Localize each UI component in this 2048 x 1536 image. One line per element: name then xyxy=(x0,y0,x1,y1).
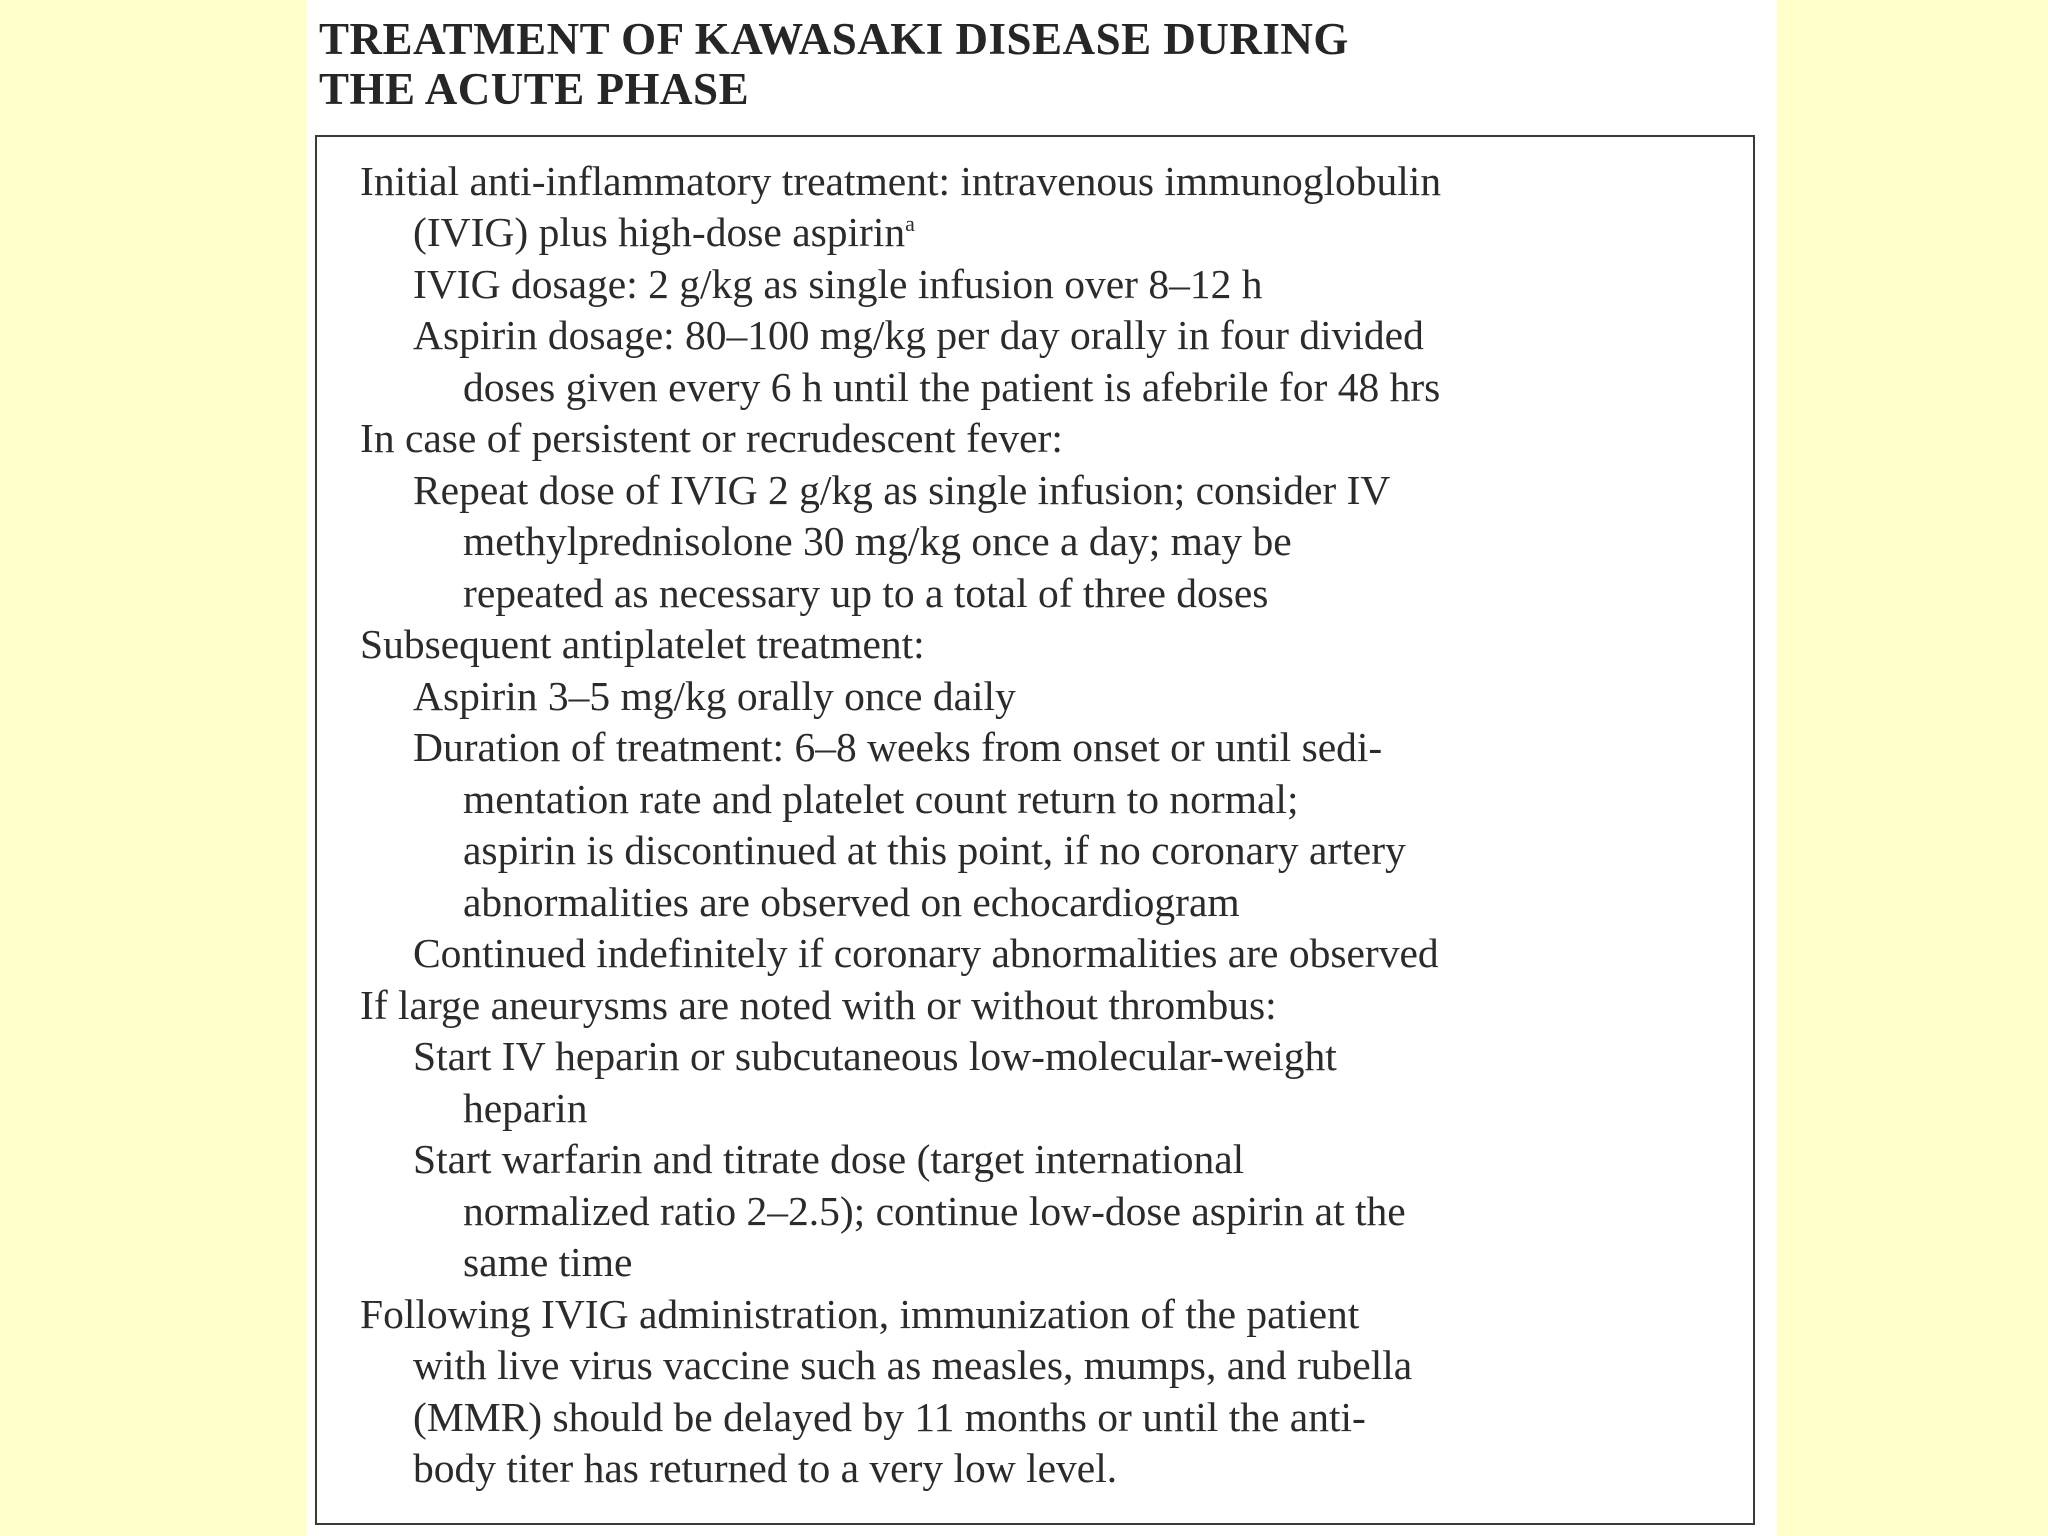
document-page xyxy=(307,0,1777,1536)
treatment-line: methylprednisolone 30 mg/kg once a day; may be xyxy=(463,518,1292,564)
treatment-line: (MMR) should be delayed by 11 months or until the anti- xyxy=(413,1394,1366,1440)
treatment-line: If large aneurysms are noted with or without thrombus: xyxy=(360,982,1277,1028)
treatment-line: Subsequent antiplatelet treatment: xyxy=(360,621,925,667)
treatment-line: heparin xyxy=(463,1085,588,1131)
treatment-box xyxy=(315,135,1755,1525)
title-line-2: THE ACUTE PHASE xyxy=(319,64,750,114)
treatment-line-text: (IVIG) plus high-dose aspirin xyxy=(413,209,906,255)
treatment-line: same time xyxy=(463,1239,633,1285)
treatment-line: body titer has returned to a very low level. xyxy=(413,1445,1118,1491)
treatment-line: doses given every 6 h until the patient is afebrile for 48 hrs xyxy=(463,364,1441,410)
treatment-line: Start IV heparin or subcutaneous low-molecular-weight xyxy=(413,1033,1337,1079)
treatment-line: mentation rate and platelet count return to normal; xyxy=(463,776,1299,822)
treatment-line xyxy=(413,206,915,258)
treatment-line: In case of persistent or recrudescent fever: xyxy=(360,415,1063,461)
title-line-1: TREATMENT OF KAWASAKI DISEASE DURING xyxy=(319,14,1349,64)
treatment-line: IVIG dosage: 2 g/kg as single infusion over 8–12 h xyxy=(413,261,1263,307)
treatment-line: Aspirin 3–5 mg/kg orally once daily xyxy=(413,673,1016,719)
treatment-line: with live virus vaccine such as measles, mumps, and rubella xyxy=(413,1342,1413,1388)
treatment-line: Repeat dose of IVIG 2 g/kg as single infusion; consider IV xyxy=(413,467,1391,513)
footnote-marker: a xyxy=(905,211,915,236)
treatment-line: Duration of treatment: 6–8 weeks from onset or until sedi- xyxy=(413,724,1383,770)
treatment-line: aspirin is discontinued at this point, if no coronary artery xyxy=(463,827,1406,873)
treatment-line: Start warfarin and titrate dose (target international xyxy=(413,1136,1245,1182)
page-title xyxy=(319,14,1349,114)
treatment-line: repeated as necessary up to a total of three doses xyxy=(463,570,1269,616)
treatment-line: Aspirin dosage: 80–100 mg/kg per day orally in four divided xyxy=(413,312,1424,358)
treatment-line: abnormalities are observed on echocardiogram xyxy=(463,879,1240,925)
treatment-line: Following IVIG administration, immunization of the patient xyxy=(360,1291,1360,1337)
treatment-line: Continued indefinitely if coronary abnormalities are observed xyxy=(413,930,1439,976)
treatment-line: Initial anti-inflammatory treatment: intravenous immunoglobulin xyxy=(360,158,1442,204)
treatment-line: normalized ratio 2–2.5); continue low-dose aspirin at the xyxy=(463,1188,1406,1234)
